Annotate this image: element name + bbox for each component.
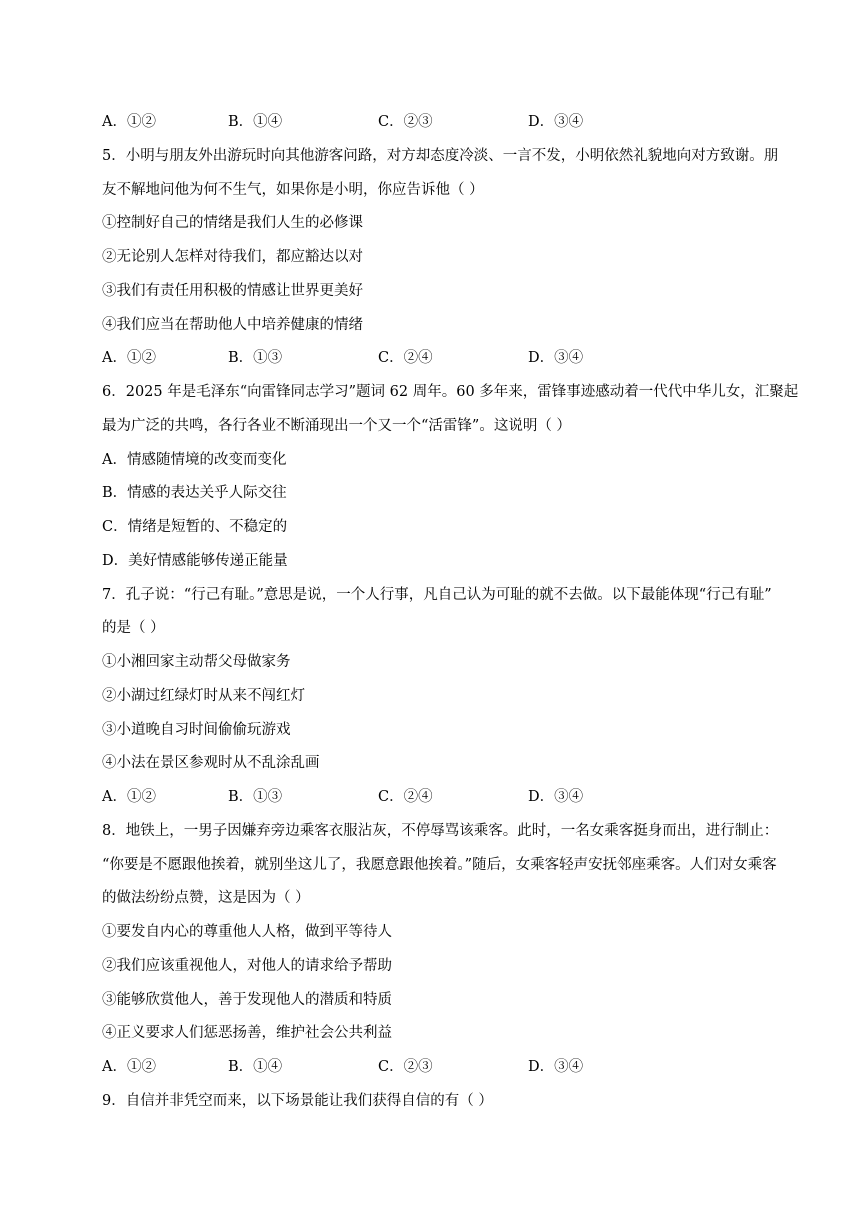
q7-option-a: A．①② (102, 789, 156, 805)
q6-stem-line-2: 最为广泛的共鸣，各行各业不断涌现出一个又一个“活雷锋”。这说明（ ） (102, 418, 571, 434)
q5-option-d: D．③④ (528, 350, 584, 366)
q5-option-c: C．②④ (378, 350, 433, 366)
q5-option-a: A．①② (102, 350, 156, 366)
q6-option-c: C．情绪是短暂的、不稳定的 (102, 519, 288, 535)
q7-item-2: ②小湖过红绿灯时从来不闯红灯 (102, 688, 305, 704)
q8-stem-line-3: 的做法纷纷点赞，这是因为（ ） (102, 890, 310, 906)
q8-item-3: ③能够欣赏他人，善于发现他人的潜质和特质 (102, 992, 392, 1008)
q4-option-c: C．②③ (378, 114, 433, 130)
q7-item-3: ③小道晚自习时间偷偷玩游戏 (102, 722, 291, 738)
q8-stem-line-1: 8．地铁上，一男子因嫌弃旁边乘客衣服沾灰，不停辱骂该乘客。此时，一名女乘客挺身而出，进行制止： (102, 823, 779, 839)
q8-item-4: ④正义要求人们惩恶扬善，维护社会公共利益 (102, 1025, 392, 1041)
q8-item-2: ②我们应该重视他人，对他人的请求给予帮助 (102, 958, 392, 974)
q5-item-1: ①控制好自己的情绪是我们人生的必修课 (102, 215, 363, 231)
q4-option-d: D．③④ (528, 114, 584, 130)
q5-item-4: ④我们应当在帮助他人中培养健康的情绪 (102, 317, 363, 333)
q5-stem-line-1: 5．小明与朋友外出游玩时向其他游客问路，对方却态度冷淡、一言不发，小明依然礼貌地向对方致谢。朋 (102, 148, 779, 164)
q5-item-2: ②无论别人怎样对待我们，都应豁达以对 (102, 249, 363, 265)
q8-option-a: A．①② (102, 1059, 156, 1075)
q8-option-d: D．③④ (528, 1059, 584, 1075)
q7-item-4: ④小法在景区参观时从不乱涂乱画 (102, 755, 320, 771)
q7-stem-line-2: 的是（ ） (102, 620, 165, 636)
q7-item-1: ①小湘回家主动帮父母做家务 (102, 654, 291, 670)
q7-option-c: C．②④ (378, 789, 433, 805)
q4-option-b: B．①④ (228, 114, 283, 130)
q6-option-d: D．美好情感能够传递正能量 (102, 553, 288, 569)
q9-stem-line-1: 9．自信并非凭空而来，以下场景能让我们获得自信的有（ ） (102, 1093, 493, 1109)
q6-option-a: A．情感随情境的改变而变化 (102, 452, 287, 468)
q7-stem-line-1: 7．孔子说：“行己有耻。”意思是说，一个人行事，凡自己认为可耻的就不去做。以下最能体现“行己有耻” (102, 587, 772, 603)
q8-option-c: C．②③ (378, 1059, 433, 1075)
q8-stem-line-2: “你要是不愿跟他挨着，就别坐这儿了，我愿意跟他挨着。”随后，女乘客轻声安抚邻座乘客。人们对女乘客 (102, 857, 777, 873)
q5-item-3: ③我们有责任用积极的情感让世界更美好 (102, 283, 363, 299)
q8-item-1: ①要发自内心的尊重他人人格，做到平等待人 (102, 924, 392, 940)
q5-option-b: B．①③ (228, 350, 283, 366)
q4-option-a: A．①② (102, 114, 156, 130)
q5-stem-line-2: 友不解地问他为何不生气，如果你是小明，你应告诉他（ ） (102, 182, 484, 198)
q7-option-d: D．③④ (528, 789, 584, 805)
q6-option-b: B．情感的表达关乎人际交往 (102, 485, 287, 501)
q7-option-b: B．①③ (228, 789, 283, 805)
q6-stem-line-1: 6．2025 年是毛泽东“向雷锋同志学习”题词 62 周年。60 多年来，雷锋事迹感动着一代代中华儿女，汇聚起 (102, 384, 799, 400)
q8-option-b: B．①④ (228, 1059, 283, 1075)
